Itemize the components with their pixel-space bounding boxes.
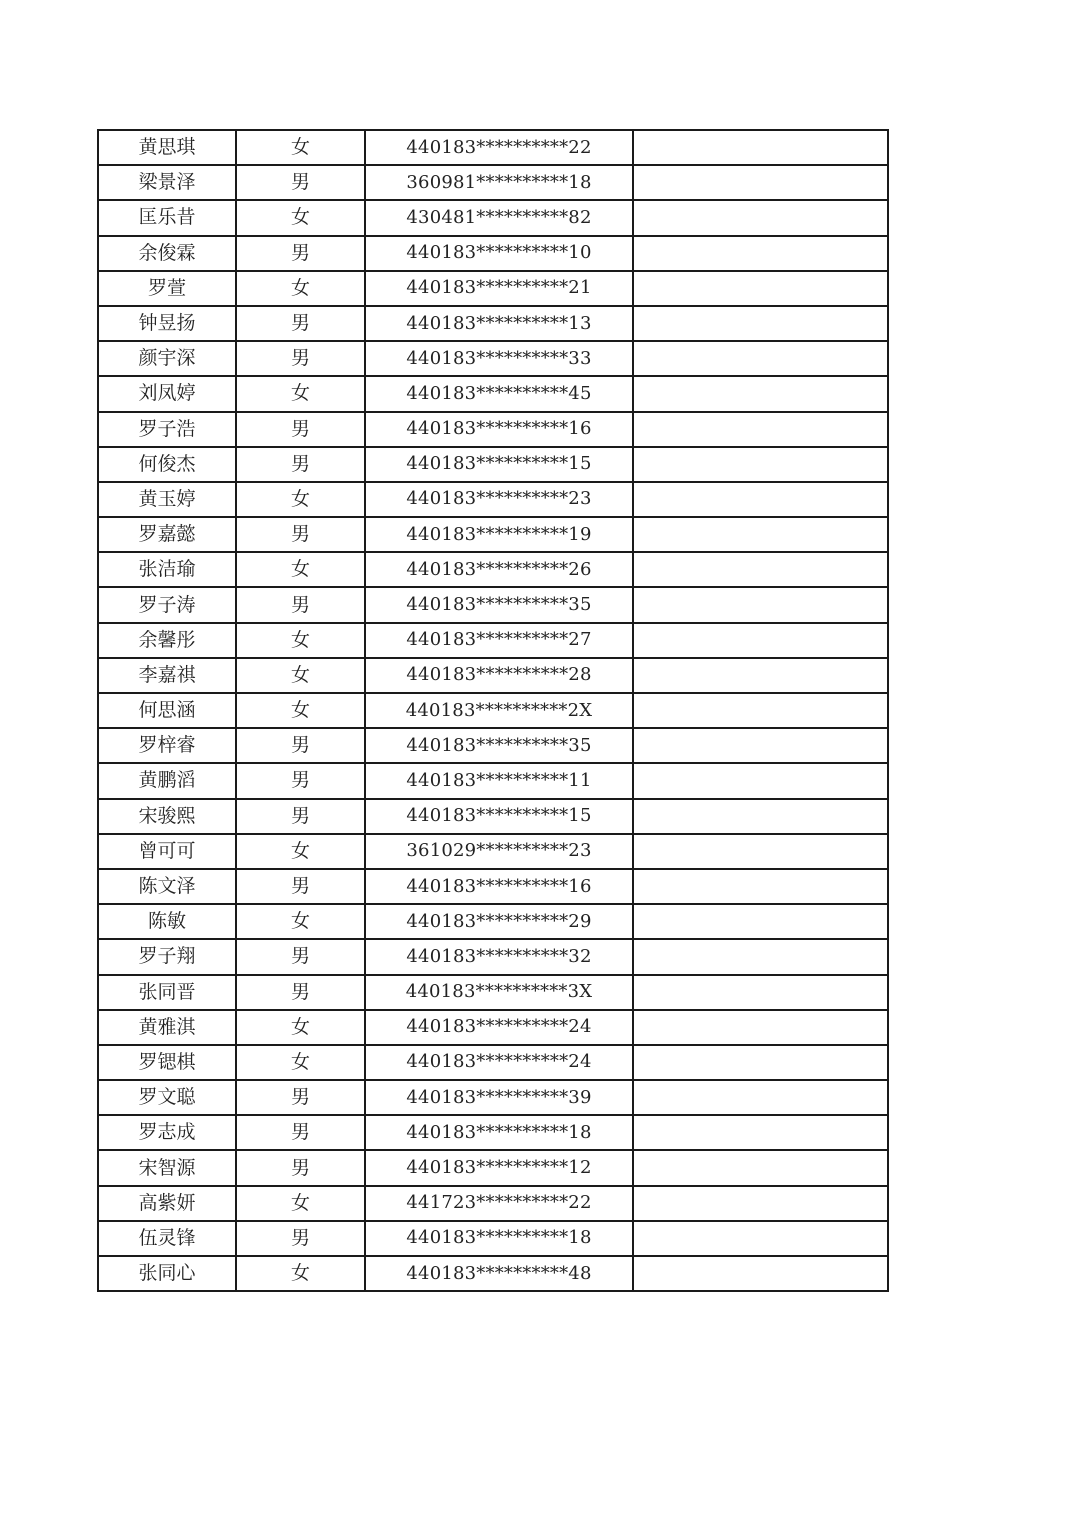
gender-cell: 男 <box>236 165 365 200</box>
table-row <box>98 447 888 482</box>
id-number-cell: 440183**********2X <box>365 693 633 728</box>
student-name-cell: 黄雅淇 <box>98 1010 236 1045</box>
remarks-cell <box>633 1256 888 1291</box>
id-number-cell: 440183**********23 <box>365 482 633 517</box>
remarks-cell <box>633 587 888 622</box>
gender-cell: 女 <box>236 376 365 411</box>
roster-sheet <box>97 129 883 1292</box>
table-row <box>98 236 888 271</box>
gender-cell: 男 <box>236 412 365 447</box>
student-name-cell: 黄玉婷 <box>98 482 236 517</box>
gender-cell: 男 <box>236 447 365 482</box>
table-row <box>98 130 888 165</box>
table-row <box>98 306 888 341</box>
id-number-cell: 440183**********45 <box>365 376 633 411</box>
table-row <box>98 763 888 798</box>
table-row <box>98 693 888 728</box>
id-number-cell: 440183**********26 <box>365 552 633 587</box>
remarks-cell <box>633 447 888 482</box>
gender-cell: 男 <box>236 236 365 271</box>
gender-cell: 女 <box>236 552 365 587</box>
table-row <box>98 834 888 869</box>
id-number-cell: 440183**********32 <box>365 939 633 974</box>
table-row <box>98 165 888 200</box>
id-number-cell: 440183**********3X <box>365 975 633 1010</box>
remarks-cell <box>633 658 888 693</box>
student-name-cell: 罗锶棋 <box>98 1045 236 1080</box>
student-name-cell: 张同晋 <box>98 975 236 1010</box>
student-name-cell: 黄思琪 <box>98 130 236 165</box>
remarks-cell <box>633 130 888 165</box>
table-row <box>98 975 888 1010</box>
id-number-cell: 440183**********29 <box>365 904 633 939</box>
gender-cell: 女 <box>236 1186 365 1221</box>
id-number-cell: 440183**********21 <box>365 271 633 306</box>
id-number-cell: 440183**********13 <box>365 306 633 341</box>
remarks-cell <box>633 306 888 341</box>
remarks-cell <box>633 834 888 869</box>
gender-cell: 女 <box>236 834 365 869</box>
table-row <box>98 904 888 939</box>
gender-cell: 男 <box>236 1115 365 1150</box>
gender-cell: 女 <box>236 1256 365 1291</box>
id-number-cell: 440183**********35 <box>365 587 633 622</box>
student-name-cell: 张同心 <box>98 1256 236 1291</box>
gender-cell: 男 <box>236 975 365 1010</box>
gender-cell: 女 <box>236 623 365 658</box>
table-row <box>98 1115 888 1150</box>
student-name-cell: 颜宇深 <box>98 341 236 376</box>
gender-cell: 男 <box>236 517 365 552</box>
table-row <box>98 482 888 517</box>
id-number-cell: 440183**********35 <box>365 728 633 763</box>
student-name-cell: 罗志成 <box>98 1115 236 1150</box>
gender-cell: 女 <box>236 200 365 235</box>
id-number-cell: 440183**********10 <box>365 236 633 271</box>
student-name-cell: 罗子翔 <box>98 939 236 974</box>
gender-cell: 男 <box>236 728 365 763</box>
table-row <box>98 376 888 411</box>
table-row <box>98 623 888 658</box>
gender-cell: 女 <box>236 904 365 939</box>
student-name-cell: 罗子浩 <box>98 412 236 447</box>
student-name-cell: 陈文泽 <box>98 869 236 904</box>
table-row <box>98 1045 888 1080</box>
remarks-cell <box>633 552 888 587</box>
id-number-cell: 360981**********18 <box>365 165 633 200</box>
remarks-cell <box>633 799 888 834</box>
id-number-cell: 440183**********24 <box>365 1045 633 1080</box>
roster-table-body <box>98 130 888 1291</box>
student-name-cell: 刘凤婷 <box>98 376 236 411</box>
table-row <box>98 939 888 974</box>
id-number-cell: 440183**********22 <box>365 130 633 165</box>
student-name-cell: 何思涵 <box>98 693 236 728</box>
student-name-cell: 陈敏 <box>98 904 236 939</box>
student-name-cell: 匡乐昔 <box>98 200 236 235</box>
remarks-cell <box>633 376 888 411</box>
id-number-cell: 440183**********39 <box>365 1080 633 1115</box>
gender-cell: 男 <box>236 763 365 798</box>
remarks-cell <box>633 623 888 658</box>
gender-cell: 女 <box>236 271 365 306</box>
id-number-cell: 440183**********15 <box>365 447 633 482</box>
gender-cell: 女 <box>236 1010 365 1045</box>
table-row <box>98 658 888 693</box>
table-row <box>98 1256 888 1291</box>
id-number-cell: 361029**********23 <box>365 834 633 869</box>
remarks-cell <box>633 939 888 974</box>
remarks-cell <box>633 517 888 552</box>
remarks-cell <box>633 200 888 235</box>
table-row <box>98 200 888 235</box>
student-name-cell: 高紫妍 <box>98 1186 236 1221</box>
student-name-cell: 余俊霖 <box>98 236 236 271</box>
id-number-cell: 440183**********24 <box>365 1010 633 1045</box>
gender-cell: 男 <box>236 799 365 834</box>
student-name-cell: 宋智源 <box>98 1150 236 1185</box>
student-name-cell: 梁景泽 <box>98 165 236 200</box>
id-number-cell: 440183**********18 <box>365 1221 633 1256</box>
table-row <box>98 1150 888 1185</box>
remarks-cell <box>633 728 888 763</box>
remarks-cell <box>633 693 888 728</box>
table-row <box>98 271 888 306</box>
remarks-cell <box>633 165 888 200</box>
remarks-cell <box>633 1080 888 1115</box>
student-name-cell: 罗梓睿 <box>98 728 236 763</box>
gender-cell: 男 <box>236 1150 365 1185</box>
student-name-cell: 罗子涛 <box>98 587 236 622</box>
gender-cell: 男 <box>236 939 365 974</box>
student-name-cell: 伍灵锋 <box>98 1221 236 1256</box>
remarks-cell <box>633 1150 888 1185</box>
id-number-cell: 441723**********22 <box>365 1186 633 1221</box>
table-row <box>98 587 888 622</box>
gender-cell: 女 <box>236 1045 365 1080</box>
student-name-cell: 黄鹏滔 <box>98 763 236 798</box>
remarks-cell <box>633 1115 888 1150</box>
student-name-cell: 李嘉祺 <box>98 658 236 693</box>
gender-cell: 男 <box>236 1221 365 1256</box>
remarks-cell <box>633 236 888 271</box>
student-name-cell: 曾可可 <box>98 834 236 869</box>
gender-cell: 男 <box>236 587 365 622</box>
table-row <box>98 1186 888 1221</box>
table-row <box>98 1010 888 1045</box>
gender-cell: 男 <box>236 341 365 376</box>
remarks-cell <box>633 1221 888 1256</box>
remarks-cell <box>633 271 888 306</box>
table-row <box>98 1221 888 1256</box>
table-row <box>98 869 888 904</box>
student-name-cell: 罗文聪 <box>98 1080 236 1115</box>
id-number-cell: 440183**********12 <box>365 1150 633 1185</box>
id-number-cell: 440183**********19 <box>365 517 633 552</box>
id-number-cell: 440183**********48 <box>365 1256 633 1291</box>
id-number-cell: 440183**********16 <box>365 869 633 904</box>
table-row <box>98 341 888 376</box>
student-name-cell: 余馨彤 <box>98 623 236 658</box>
id-number-cell: 440183**********27 <box>365 623 633 658</box>
gender-cell: 女 <box>236 482 365 517</box>
remarks-cell <box>633 1045 888 1080</box>
gender-cell: 女 <box>236 658 365 693</box>
table-row <box>98 799 888 834</box>
student-name-cell: 罗萱 <box>98 271 236 306</box>
roster-table <box>97 129 889 1292</box>
table-row <box>98 412 888 447</box>
table-row <box>98 728 888 763</box>
id-number-cell: 430481**********82 <box>365 200 633 235</box>
table-row <box>98 1080 888 1115</box>
id-number-cell: 440183**********18 <box>365 1115 633 1150</box>
gender-cell: 男 <box>236 306 365 341</box>
remarks-cell <box>633 1010 888 1045</box>
id-number-cell: 440183**********28 <box>365 658 633 693</box>
remarks-cell <box>633 869 888 904</box>
id-number-cell: 440183**********15 <box>365 799 633 834</box>
gender-cell: 男 <box>236 1080 365 1115</box>
id-number-cell: 440183**********11 <box>365 763 633 798</box>
student-name-cell: 罗嘉懿 <box>98 517 236 552</box>
student-name-cell: 宋骏熙 <box>98 799 236 834</box>
gender-cell: 女 <box>236 130 365 165</box>
remarks-cell <box>633 975 888 1010</box>
remarks-cell <box>633 763 888 798</box>
remarks-cell <box>633 341 888 376</box>
remarks-cell <box>633 1186 888 1221</box>
student-name-cell: 钟昱扬 <box>98 306 236 341</box>
student-name-cell: 何俊杰 <box>98 447 236 482</box>
student-name-cell: 张洁瑜 <box>98 552 236 587</box>
id-number-cell: 440183**********33 <box>365 341 633 376</box>
gender-cell: 女 <box>236 693 365 728</box>
remarks-cell <box>633 904 888 939</box>
remarks-cell <box>633 482 888 517</box>
table-row <box>98 552 888 587</box>
id-number-cell: 440183**********16 <box>365 412 633 447</box>
gender-cell: 男 <box>236 869 365 904</box>
table-row <box>98 517 888 552</box>
remarks-cell <box>633 412 888 447</box>
